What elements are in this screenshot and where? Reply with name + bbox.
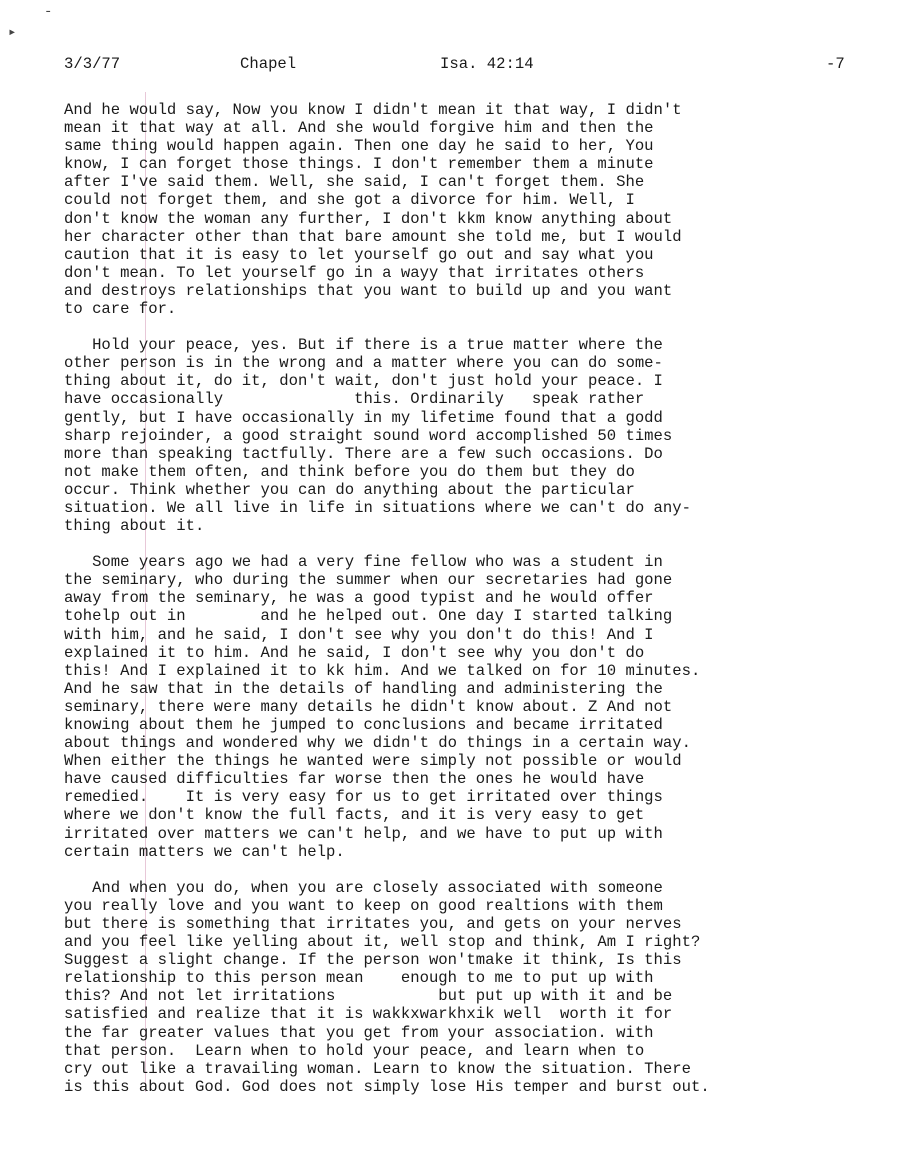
text-line: thing about it, do it, don't wait, don't just hold your peace. I: [64, 372, 663, 391]
text-line: seminary, there were many details he didn't know about. Z And not: [64, 697, 673, 716]
text-line: not make them often, and think before you do them but they do: [64, 462, 635, 481]
text-line: gently, but I have occasionally in my lifetime found that a godd: [64, 408, 663, 427]
text-line: irritated over matters we can't help, and we have to put up with: [64, 824, 663, 843]
text-line: and you feel like yelling about it, well stop and think, Am I right?: [64, 933, 701, 952]
text-line: tohelp out in and he helped out. One day I started talking: [64, 607, 673, 626]
text-line: is this about God. God does not simply lose His temper and burst out.: [64, 1077, 710, 1096]
text-line: the seminary, who during the summer when our secretaries had gone: [64, 571, 673, 590]
text-line: don't mean. To let yourself go in a wayy that irritates others: [64, 263, 645, 282]
text-line: and destroys relationships that you want to build up and you want: [64, 281, 673, 300]
text-line: her character other than that bare amount she told me, but I would: [64, 227, 682, 246]
text-line: caution that it is easy to let yourself go out and say what you: [64, 245, 654, 264]
text-line: this! And I explained it to kk him. And we talked on for 10 minutes.: [64, 661, 701, 680]
text-line: satisfied and realize that it is wakkxwarkhxik well worth it for: [64, 1005, 673, 1024]
text-line: away from the seminary, he was a good typist and he would offer: [64, 589, 654, 608]
header-date: 3/3/77: [64, 55, 121, 73]
text-line: don't know the woman any further, I don't kkm know anything about: [64, 209, 673, 228]
text-line: to care for.: [64, 300, 177, 319]
paragraph: [64, 553, 844, 861]
corner-mark: ▸: [8, 25, 17, 41]
text-line: And when you do, when you are closely associated with someone: [64, 878, 663, 897]
paragraph: [64, 101, 844, 318]
text-line: other person is in the wrong and a matter where you can do some-: [64, 354, 663, 373]
text-line: but there is something that irritates you, and gets on your nerves: [64, 914, 682, 933]
text-line: know, I can forget those things. I don't remember them a minute: [64, 155, 654, 174]
text-line: have occasionally this. Ordinarily speak rather: [64, 390, 645, 409]
text-line: situation. We all live in life in situations where we can't do any-: [64, 498, 691, 517]
text-line: same thing would happen again. Then one day he said to her, You: [64, 137, 654, 156]
text-line: have caused difficulties far worse then the ones he would have: [64, 770, 645, 789]
text-line: knowing about them he jumped to conclusions and became irritated: [64, 716, 663, 734]
text-line: certain matters we can't help.: [64, 842, 345, 861]
top-mark: -: [44, 4, 53, 20]
text-line: thing about it.: [64, 517, 205, 536]
text-line: about things and wondered why we didn't do things in a certain way.: [64, 734, 691, 753]
header-page-number: -7: [826, 55, 845, 73]
text-line: Hold your peace, yes. But if there is a true matter where the: [64, 336, 663, 355]
text-line: occur. Think whether you can do anything about the particular: [64, 480, 635, 499]
text-line: mean it that way at all. And she would forgive him and then the: [64, 119, 654, 138]
text-line: could not forget them, and she got a divorce for him. Well, I: [64, 191, 635, 210]
text-line: explained it to him. And he said, I don't see why you don't do: [64, 643, 645, 662]
text-line: you really love and you want to keep on good realtions with them: [64, 896, 663, 915]
document-body: [64, 101, 844, 1114]
text-line: that person. Learn when to hold your peace, and learn when to: [64, 1041, 645, 1060]
paragraph: [64, 879, 844, 1096]
paragraph: [64, 336, 844, 535]
text-line: the far greater values that you get from your association. with: [64, 1023, 654, 1042]
text-line: Some years ago we had a very fine fellow who was a student in: [64, 553, 663, 572]
text-line: more than speaking tactfully. There are a few such occasions. Do: [64, 444, 663, 463]
text-line: sharp rejoinder, a good straight sound word accomplished 50 times: [64, 426, 673, 445]
text-line: And he saw that in the details of handling and administering the: [64, 679, 663, 698]
text-line: And he would say, Now you know I didn't mean it that way, I didn't: [64, 101, 682, 119]
text-line: remedied. It is very easy for us to get irritated over things: [64, 788, 663, 807]
text-line: with him, and he said, I don't see why you don't do this! And I: [64, 625, 654, 644]
text-line: When either the things he wanted were simply not possible or would: [64, 752, 682, 771]
page-header: [0, 54, 903, 74]
text-line: where we don't know the full facts, and it is very easy to get: [64, 806, 645, 825]
text-line: after I've said them. Well, she said, I can't forget them. She: [64, 173, 645, 192]
text-line: Suggest a slight change. If the person won'tmake it think, Is this: [64, 951, 682, 970]
text-line: this? And not let irritations but put up with it and be: [64, 987, 673, 1006]
text-line: relationship to this person mean enough to me to put up with: [64, 969, 654, 988]
text-line: cry out like a travailing woman. Learn to know the situation. There: [64, 1059, 691, 1078]
header-place: Chapel: [240, 55, 297, 73]
header-reference: Isa. 42:14: [440, 55, 534, 73]
